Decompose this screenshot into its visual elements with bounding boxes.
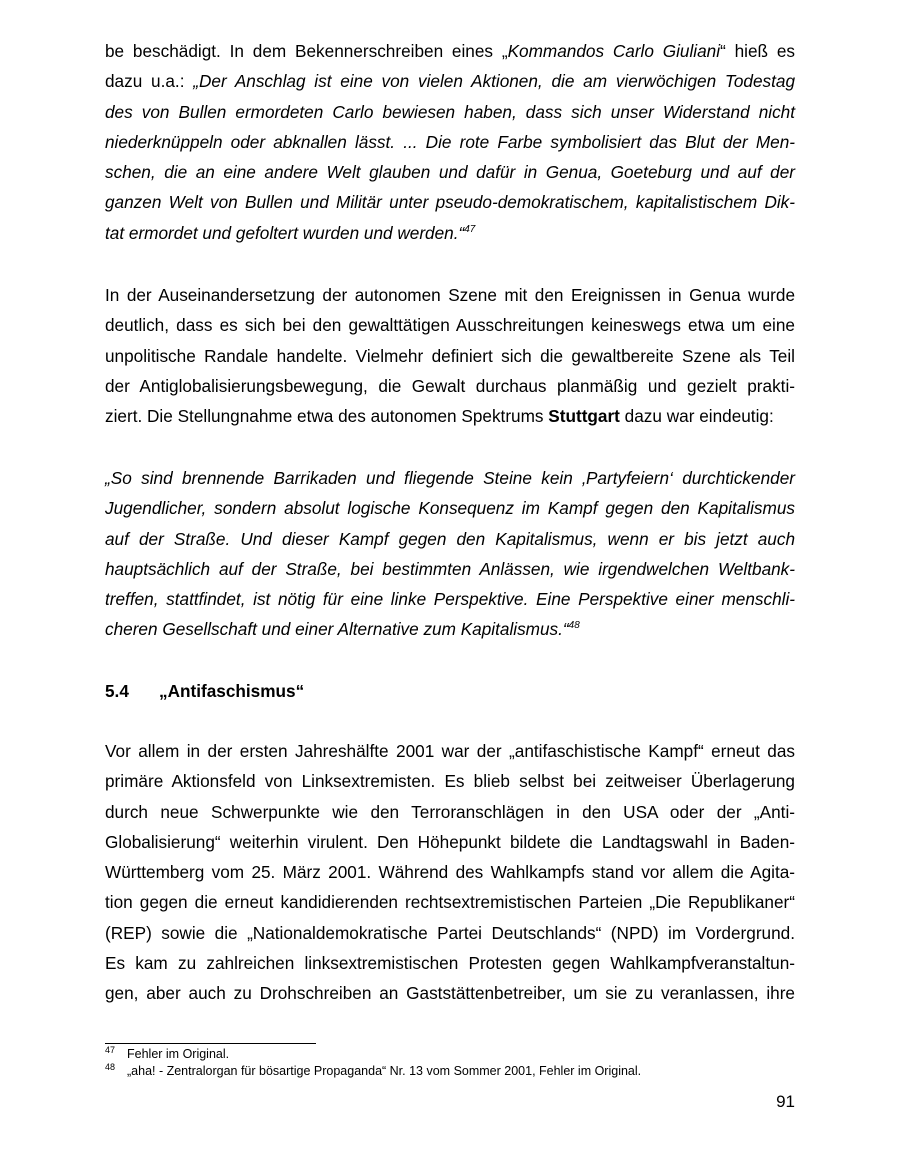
text-line: In der Auseinandersetzung der autonomen Szene mit den Ereignissen in Genua wurde [105,285,795,305]
text-line: dazu u.a.: „Der Anschlag ist eine von vielen Aktionen, die am vierwöchigen Todestag [105,71,795,92]
text-line: deutlich, dass es sich bei den gewalttätigen Ausschreitungen keineswegs etwa um eine [105,315,795,336]
section-title: „Antifaschismus“ [159,681,305,701]
footnote-separator [105,1043,316,1044]
paragraph-genua [105,280,795,431]
text-line: schen, die an eine andere Welt glauben und dafür in Genua, Goeteburg und auf der [105,162,795,183]
text-line: Globalisierung“ weiterhin virulent. Den Höhepunkt bildete die Landtagswahl in Baden- [105,831,795,852]
footnote-ref: 48 [568,620,580,632]
text-line: be beschädigt. In dem Bekennerschreiben eines „Kommandos Carlo Giuliani“ hieß es [105,41,795,61]
text-line: treffen, stattfindet, ist nötig für eine linke Perspektive. Eine Perspektive einer menschli- [105,589,795,610]
text-line: hauptsächlich auf der Straße, bei bestimmten Anlässen, wie irgendwelchen Weltbank- [105,558,795,579]
paragraph-antifaschismus [105,736,795,1009]
section-heading [105,676,304,706]
footnote-text: Fehler im Original. [127,1047,230,1061]
text-line: gen, aber auch zu Drohschreiben an Gaststättenbetreiber, um sie zu veranlassen, ihre [105,983,795,1004]
text-line: (REP) sowie die „Nationaldemokratische Partei Deutschlands“ (NPD) im Vordergrund. [105,922,795,943]
text-line: tat ermordet und gefoltert wurden und werden.“$^{47}$ [105,222,476,243]
text-line: der Antiglobalisierungsbewegung, die Gewalt durchaus planmäßig und gezielt prakti- [105,375,795,396]
text-line: niederknüppeln oder abknallen lässt. ... Die rote Farbe symbolisiert das Blut der Men- [105,131,795,152]
text-line: unpolitische Randale handelte. Vielmehr definiert sich die gewaltbereite Szene als Teil [105,345,795,366]
footnote-item: 48 „aha! - Zentralorgan für bösartige Propaganda“ Nr. 13 vom Sommer 2001, Fehler im Original. [105,1062,642,1078]
group-name: Kommandos Carlo Giuliani [507,41,721,61]
text-line: primäre Aktionsfeld von Linksextremisten. Es blieb selbst bei zeitweiser Überlagerung [105,771,795,792]
section-number: 5.4 [105,681,129,701]
footnote-text: „aha! - Zentralorgan für bösartige Propaganda“ Nr. 13 vom Sommer 2001, Fehler im Original. [127,1064,642,1078]
text-line: Württemberg vom 25. März 2001. Während des Wahlkampfs stand vor allem die Agita- [105,862,795,883]
footnote-ref: 47 [464,223,476,235]
quotation-stuttgart [105,463,795,645]
text-line: des von Bullen ermordeten Carlo bewiesen haben, dass sich unser Widerstand nicht [105,101,795,122]
bold-place-name: Stuttgart [548,406,620,427]
text-line: Vor allem in der ersten Jahreshälfte 2001 war der „antifaschistische Kampf“ erneut das [105,741,795,761]
text-line: auf der Straße. Und dieser Kampf gegen den Kapitalismus, wenn er bis jetzt auch [105,528,795,549]
text-line: „So sind brennende Barrikaden und fliegende Steine kein ‚Partyfeiern‘ durchtickender [105,468,795,488]
text-line: tion gegen die erneut kandidierenden rechtsextremistischen Parteien „Die Republikaner“ [105,892,795,913]
text-line: cheren Gesellschaft und einer Alternative zum Kapitalismus.“$^{48}$ [105,619,580,640]
text-line: ganzen Welt von Bullen und Militär unter pseudo-demokratischem, kapitalistischem Dik- [105,192,795,213]
page-number: 91 [776,1092,795,1111]
text-line: Es kam zu zahlreichen linksextremistischen Protesten gegen Wahlkampfveranstaltun- [105,953,795,974]
footnote-item: 47 Fehler im Original. [105,1045,230,1061]
text-line: durch neue Schwerpunkte wie den Terroranschlägen in den USA oder der „Anti- [105,801,795,822]
footnotes [105,1046,805,1080]
text-line: ziert. Die Stellungnahme etwa des autonomen Spektrums Stuttgart dazu war eindeutig: [105,406,774,427]
paragraph-bekennerschreiben [105,36,795,248]
text-line: Jugendlicher, sondern absolut logische Konsequenz im Kampf gegen den Kapitalismus [105,498,795,519]
